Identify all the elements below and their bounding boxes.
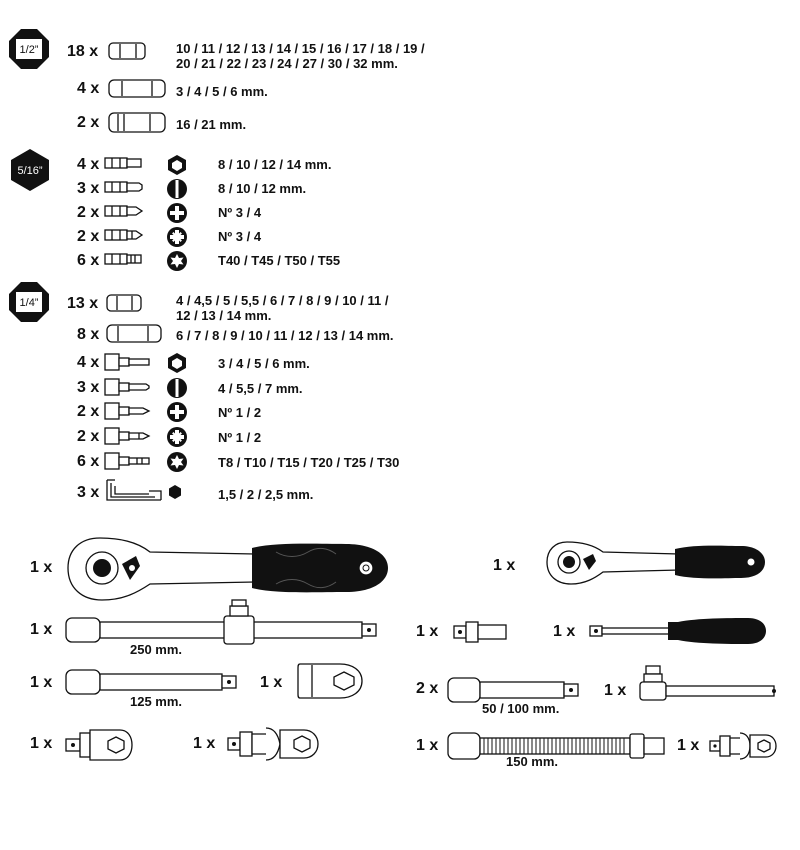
spinner-handle-icon bbox=[588, 614, 770, 650]
small-extension-lengths: 50 / 100 mm. bbox=[482, 701, 560, 716]
qty-ujoint-right: 1 x bbox=[677, 737, 700, 754]
socket-deep-icon bbox=[108, 79, 168, 99]
qty-quarter-phillips-bits: 2 x bbox=[77, 403, 100, 420]
qty-small-ratchet: 1 x bbox=[493, 557, 516, 574]
spec-quarter-torx: T8 / T10 / T15 / T20 / T25 / T30 bbox=[218, 455, 400, 470]
adapter-left-icon bbox=[64, 727, 136, 763]
bit-516-phillips-icon bbox=[105, 206, 142, 216]
bit-516-hex-icon bbox=[105, 158, 141, 168]
qty-quarter-deep-sockets: 8 x bbox=[77, 326, 100, 343]
spec-quarter-sockets-line1: 4 / 4,5 / 5 / 5,5 / 6 / 7 / 8 / 9 / 10 / 11 / bbox=[176, 293, 389, 308]
qty-big-ratchet: 1 x bbox=[30, 559, 53, 576]
qty-quarter-pozidriv-bits: 2 x bbox=[77, 428, 100, 445]
pozidriv-tip-icon bbox=[167, 227, 187, 247]
universal-joint-left-icon bbox=[226, 724, 322, 764]
bit-quarter-slotted-icon bbox=[105, 379, 149, 395]
spec-half-sockets-line1: 10 / 11 / 12 / 13 / 14 / 15 / 16 / 17 / 18 / 19 / bbox=[176, 41, 425, 56]
qty-516-pozidriv-bits: 2 x bbox=[77, 228, 100, 245]
qty-quarter-hex-bits: 4 x bbox=[77, 354, 100, 371]
qty-adapter-socket: 1 x bbox=[260, 674, 283, 691]
qty-quarter-slotted-bits: 3 x bbox=[77, 379, 100, 396]
spec-516-slotted: 8 / 10 / 12 mm. bbox=[218, 181, 307, 196]
qty-516-torx-bits: 6 x bbox=[77, 252, 100, 269]
bit-quarter-phillips-icon bbox=[105, 403, 149, 419]
spark-plug-socket-icon bbox=[108, 112, 168, 134]
qty-516-hex-bits: 4 x bbox=[77, 156, 100, 173]
quarter-deep-socket-icon bbox=[106, 324, 166, 344]
qty-small-extensions: 2 x bbox=[416, 680, 439, 697]
flexible-extension-icon bbox=[446, 730, 676, 764]
qty-half-sockets: 18 x bbox=[67, 43, 99, 60]
spec-half-deep-sockets: 3 / 4 / 5 / 6 mm. bbox=[176, 84, 268, 99]
hex-key-tip-icon bbox=[169, 485, 181, 499]
qty-516-slotted-bits: 3 x bbox=[77, 180, 100, 197]
qty-flex-extension: 1 x bbox=[416, 737, 439, 754]
ratchet-small-icon bbox=[545, 540, 770, 588]
qty-516-phillips-bits: 2 x bbox=[77, 204, 100, 221]
pozidriv-tip-icon bbox=[167, 427, 187, 447]
short-extension-length: 125 mm. bbox=[130, 694, 183, 709]
qty-quarter-hex-keys: 3 x bbox=[77, 484, 100, 501]
socket-short-icon bbox=[108, 42, 148, 60]
qty-small-adapter: 1 x bbox=[416, 623, 439, 640]
spec-quarter-pozidriv: Nº 1 / 2 bbox=[218, 430, 262, 445]
slotted-tip-icon bbox=[167, 179, 187, 199]
long-extension-length: 250 mm. bbox=[130, 642, 183, 657]
adapter-socket-icon bbox=[296, 660, 366, 702]
qty-spinner-handle: 1 x bbox=[553, 623, 576, 640]
torx-tip-icon bbox=[167, 251, 187, 271]
tips-516-column bbox=[166, 154, 188, 272]
slotted-tip-icon bbox=[167, 378, 187, 398]
bit-quarter-torx-icon bbox=[105, 453, 149, 469]
torx-tip-icon bbox=[167, 452, 187, 472]
bit-quarter-pozidriv-icon bbox=[105, 428, 149, 444]
tips-quarter-column bbox=[166, 352, 188, 502]
bits-quarter-column bbox=[104, 352, 156, 477]
spec-half-sockets-line2: 20 / 21 / 22 / 23 / 24 / 27 / 30 / 32 mm. bbox=[176, 56, 398, 71]
spec-quarter-hex: 3 / 4 / 5 / 6 mm. bbox=[218, 356, 310, 371]
flexible-extension-length: 150 mm. bbox=[506, 754, 559, 769]
ratchet-large-icon bbox=[66, 536, 396, 604]
hex-tip-icon bbox=[168, 353, 186, 373]
hex-tip-icon bbox=[168, 155, 186, 175]
spec-quarter-hex-keys: 1,5 / 2 / 2,5 mm. bbox=[218, 487, 314, 502]
qty-quarter-torx-bits: 6 x bbox=[77, 453, 100, 470]
spec-half-spark-sockets: 16 / 21 mm. bbox=[176, 117, 247, 132]
spec-516-torx: T40 / T45 / T50 / T55 bbox=[218, 253, 341, 268]
qty-adapter-left: 1 x bbox=[30, 735, 53, 752]
spec-516-phillips: Nº 3 / 4 bbox=[218, 205, 262, 220]
qty-long-extension: 1 x bbox=[30, 621, 53, 638]
bit-quarter-hex-icon bbox=[105, 354, 149, 370]
long-extension-icon bbox=[64, 598, 384, 646]
five-sixteenth-drive-badge bbox=[10, 148, 50, 192]
half-inch-drive-badge bbox=[8, 28, 50, 70]
qty-short-extension: 1 x bbox=[30, 674, 53, 691]
phillips-tip-icon bbox=[167, 402, 187, 422]
qty-ujoint-left: 1 x bbox=[193, 735, 216, 752]
qty-small-tbar: 1 x bbox=[604, 682, 627, 699]
qty-half-spark-sockets: 2 x bbox=[77, 114, 100, 131]
bit-516-torx-icon bbox=[105, 254, 141, 264]
five-sixteenth-badge-label: 5/16” bbox=[17, 165, 43, 177]
bits-516-column bbox=[104, 155, 146, 267]
bit-516-slotted-icon bbox=[105, 182, 142, 192]
quarter-socket-icon bbox=[106, 294, 146, 312]
spec-quarter-slotted: 4 / 5,5 / 7 mm. bbox=[218, 381, 303, 396]
phillips-tip-icon bbox=[167, 203, 187, 223]
quarter-inch-drive-badge bbox=[8, 281, 50, 323]
small-adapter-icon bbox=[452, 620, 512, 644]
half-inch-badge-label: 1/2” bbox=[19, 44, 39, 56]
bit-516-pozidriv-icon bbox=[105, 230, 142, 240]
spec-quarter-phillips: Nº 1 / 2 bbox=[218, 405, 262, 420]
hex-keys-icon bbox=[103, 478, 165, 508]
universal-joint-right-icon bbox=[708, 730, 778, 762]
spec-quarter-deep-sockets: 6 / 7 / 8 / 9 / 10 / 11 / 12 / 13 / 14 mm. bbox=[176, 328, 394, 343]
qty-quarter-sockets: 13 x bbox=[67, 295, 99, 312]
spec-quarter-sockets-line2: 12 / 13 / 14 mm. bbox=[176, 308, 272, 323]
qty-half-deep-sockets: 4 x bbox=[77, 80, 100, 97]
spec-516-pozidriv: Nº 3 / 4 bbox=[218, 229, 262, 244]
quarter-inch-badge-label: 1/4” bbox=[19, 297, 39, 309]
spec-516-hex: 8 / 10 / 12 / 14 mm. bbox=[218, 157, 332, 172]
small-tbar-icon bbox=[636, 664, 784, 704]
